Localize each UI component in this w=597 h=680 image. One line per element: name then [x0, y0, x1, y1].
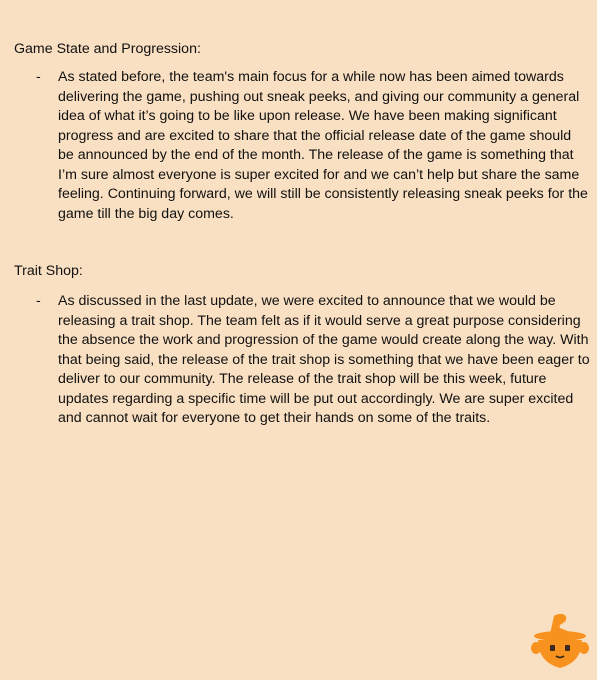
- wizard-hat-mascot-icon: [530, 612, 590, 670]
- face: [538, 640, 582, 668]
- hat-brim: [534, 631, 586, 641]
- section-heading-game-state: Game State and Progression:: [14, 41, 201, 57]
- bullet-marker: -: [36, 69, 41, 85]
- bullet-item-game-state: [14, 68, 586, 228]
- bullet-text-game-state: As stated before, the team's main focus for a while now has been aimed towards delivering the game, pushing out sneak peeks, and giving our community a general idea of what it’s going to be like upon release. We have been making significant progress and are excited to share that the official release date of the game should be announced by the end of the month. The release of the game is something that I’m sure almost everyone is super excited for and we can’t help but share the same feeling. Continuing forward, we will still be consistently releasing sneak peeks for the game till the big day comes.: [58, 69, 588, 222]
- right-ear: [579, 642, 589, 654]
- bullet-marker: -: [36, 293, 41, 309]
- bullet-text-trait-shop: As discussed in the last update, we were excited to announce that we would be releasing a trait shop. The team felt as if it would serve a great purpose considering the absence the work and progression of the game would create along the way. With that being said, the release of the trait shop is something that we have been eager to deliver to our community. The release of the trait shop will be this week, future updates regarding a specific time will be put out accordingly. We are super excited and cannot wait for everyone to get their hands on some of the traits.: [58, 293, 590, 426]
- section-heading-trait-shop: Trait Shop:: [14, 263, 83, 279]
- left-ear: [531, 642, 541, 654]
- hat-tip: [550, 614, 570, 634]
- bullet-item-trait-shop: [14, 292, 590, 432]
- left-eye: [550, 645, 555, 651]
- right-eye: [565, 645, 570, 651]
